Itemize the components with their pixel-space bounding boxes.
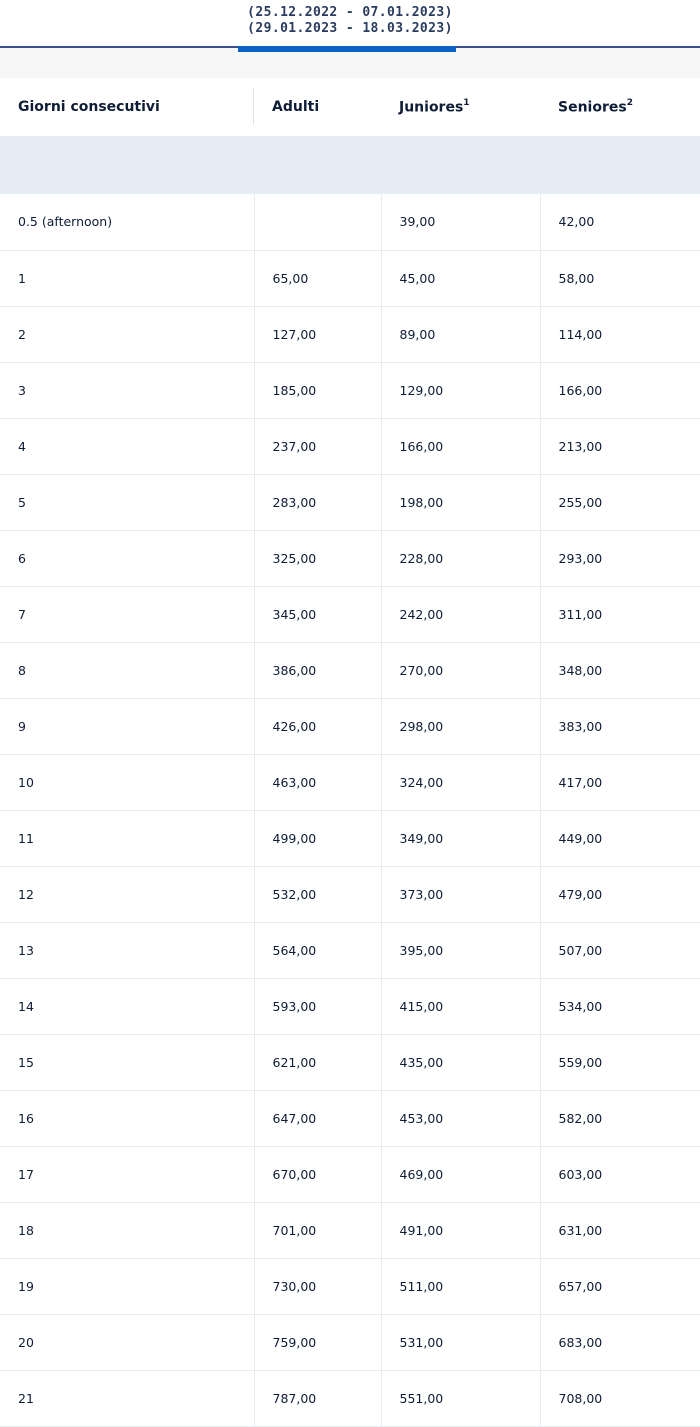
cell-juniores: 415,00 xyxy=(381,978,540,1034)
table-row xyxy=(0,1090,700,1146)
cell-juniores: 395,00 xyxy=(381,922,540,978)
cell-seniores: 657,00 xyxy=(540,1258,700,1314)
cell-adulti: 283,00 xyxy=(254,474,381,530)
table-row xyxy=(0,530,700,586)
cell-juniores: 435,00 xyxy=(381,1034,540,1090)
cell-seniores: 42,00 xyxy=(540,194,700,250)
cell-giorni: 1 xyxy=(0,250,254,306)
cell-adulti: 463,00 xyxy=(254,754,381,810)
cell-giorni: 11 xyxy=(0,810,254,866)
header-label: Giorni consecutivi xyxy=(18,99,160,115)
cell-giorni: 0.5 (afternoon) xyxy=(0,194,254,250)
header-label: Seniores xyxy=(558,99,627,116)
season-tab-bar xyxy=(0,0,700,48)
footnote-marker: 1 xyxy=(463,97,470,108)
cell-juniores: 469,00 xyxy=(381,1146,540,1202)
table-row xyxy=(0,362,700,418)
cell-seniores: 58,00 xyxy=(540,250,700,306)
cell-adulti: 787,00 xyxy=(254,1370,381,1426)
cell-juniores: 242,00 xyxy=(381,586,540,642)
header-giorni xyxy=(0,78,254,136)
table-row xyxy=(0,194,700,250)
cell-seniores: 582,00 xyxy=(540,1090,700,1146)
cell-juniores: 551,00 xyxy=(381,1370,540,1426)
cell-giorni: 20 xyxy=(0,1314,254,1370)
season-date-ranges[interactable] xyxy=(0,0,700,37)
cell-adulti: 670,00 xyxy=(254,1146,381,1202)
cell-giorni: 6 xyxy=(0,530,254,586)
date-range-1: (25.12.2022 - 07.01.2023) xyxy=(247,5,453,20)
cell-seniores: 683,00 xyxy=(540,1314,700,1370)
table-row xyxy=(0,866,700,922)
table-row xyxy=(0,1034,700,1090)
cell-giorni: 21 xyxy=(0,1370,254,1426)
section-spacer xyxy=(0,48,700,78)
cell-giorni: 15 xyxy=(0,1034,254,1090)
cell-juniores: 453,00 xyxy=(381,1090,540,1146)
cell-juniores: 166,00 xyxy=(381,418,540,474)
cell-giorni: 5 xyxy=(0,474,254,530)
cell-juniores: 39,00 xyxy=(381,194,540,250)
cell-adulti: 345,00 xyxy=(254,586,381,642)
header-adulti xyxy=(254,78,381,136)
cell-seniores: 166,00 xyxy=(540,362,700,418)
cell-seniores: 348,00 xyxy=(540,642,700,698)
cell-adulti: 564,00 xyxy=(254,922,381,978)
active-tab-indicator xyxy=(238,46,456,52)
table-row xyxy=(0,754,700,810)
cell-adulti: 701,00 xyxy=(254,1202,381,1258)
cell-adulti: 127,00 xyxy=(254,306,381,362)
cell-juniores: 270,00 xyxy=(381,642,540,698)
table-row xyxy=(0,474,700,530)
price-table xyxy=(0,78,700,1427)
cell-giorni: 18 xyxy=(0,1202,254,1258)
header-seniores xyxy=(540,78,700,136)
table-row xyxy=(0,698,700,754)
cell-juniores: 531,00 xyxy=(381,1314,540,1370)
header-label: Adulti xyxy=(272,99,320,115)
cell-seniores: 293,00 xyxy=(540,530,700,586)
table-row xyxy=(0,642,700,698)
cell-seniores: 631,00 xyxy=(540,1202,700,1258)
cell-adulti: 730,00 xyxy=(254,1258,381,1314)
cell-giorni: 3 xyxy=(0,362,254,418)
price-table-body xyxy=(0,194,700,1426)
header-juniores xyxy=(381,78,540,136)
cell-adulti: 65,00 xyxy=(254,250,381,306)
cell-giorni: 12 xyxy=(0,866,254,922)
cell-seniores: 534,00 xyxy=(540,978,700,1034)
cell-adulti: 532,00 xyxy=(254,866,381,922)
cell-juniores: 511,00 xyxy=(381,1258,540,1314)
footnote-marker: 2 xyxy=(626,97,633,108)
cell-seniores: 417,00 xyxy=(540,754,700,810)
cell-adulti: 185,00 xyxy=(254,362,381,418)
cell-seniores: 479,00 xyxy=(540,866,700,922)
cell-seniores: 213,00 xyxy=(540,418,700,474)
cell-giorni: 14 xyxy=(0,978,254,1034)
cell-giorni: 13 xyxy=(0,922,254,978)
cell-giorni: 9 xyxy=(0,698,254,754)
cell-seniores: 311,00 xyxy=(540,586,700,642)
table-row xyxy=(0,1202,700,1258)
table-row xyxy=(0,306,700,362)
cell-juniores: 349,00 xyxy=(381,810,540,866)
table-row xyxy=(0,418,700,474)
cell-giorni: 10 xyxy=(0,754,254,810)
cell-juniores: 298,00 xyxy=(381,698,540,754)
cell-juniores: 45,00 xyxy=(381,250,540,306)
cell-juniores: 491,00 xyxy=(381,1202,540,1258)
cell-seniores: 507,00 xyxy=(540,922,700,978)
cell-adulti: 759,00 xyxy=(254,1314,381,1370)
cell-adulti: 647,00 xyxy=(254,1090,381,1146)
table-row xyxy=(0,1258,700,1314)
cell-juniores: 89,00 xyxy=(381,306,540,362)
cell-seniores: 449,00 xyxy=(540,810,700,866)
cell-giorni: 17 xyxy=(0,1146,254,1202)
table-row xyxy=(0,250,700,306)
cell-adulti: 325,00 xyxy=(254,530,381,586)
cell-giorni: 8 xyxy=(0,642,254,698)
cell-giorni: 19 xyxy=(0,1258,254,1314)
cell-giorni: 16 xyxy=(0,1090,254,1146)
cell-adulti: 621,00 xyxy=(254,1034,381,1090)
price-table-header xyxy=(0,78,700,194)
cell-juniores: 324,00 xyxy=(381,754,540,810)
table-row xyxy=(0,1146,700,1202)
table-row xyxy=(0,1370,700,1426)
cell-seniores: 708,00 xyxy=(540,1370,700,1426)
table-row xyxy=(0,810,700,866)
header-label: Juniores xyxy=(399,99,464,116)
date-range-2: (29.01.2023 - 18.03.2023) xyxy=(247,21,453,36)
cell-giorni: 4 xyxy=(0,418,254,474)
cell-juniores: 228,00 xyxy=(381,530,540,586)
table-row xyxy=(0,586,700,642)
cell-giorni: 7 xyxy=(0,586,254,642)
cell-adulti xyxy=(254,194,381,250)
cell-seniores: 255,00 xyxy=(540,474,700,530)
cell-juniores: 373,00 xyxy=(381,866,540,922)
cell-adulti: 386,00 xyxy=(254,642,381,698)
cell-adulti: 593,00 xyxy=(254,978,381,1034)
cell-giorni: 2 xyxy=(0,306,254,362)
cell-adulti: 426,00 xyxy=(254,698,381,754)
table-row xyxy=(0,978,700,1034)
cell-seniores: 114,00 xyxy=(540,306,700,362)
cell-seniores: 603,00 xyxy=(540,1146,700,1202)
cell-juniores: 129,00 xyxy=(381,362,540,418)
table-row xyxy=(0,1314,700,1370)
cell-seniores: 383,00 xyxy=(540,698,700,754)
cell-adulti: 237,00 xyxy=(254,418,381,474)
cell-adulti: 499,00 xyxy=(254,810,381,866)
cell-seniores: 559,00 xyxy=(540,1034,700,1090)
header-divider xyxy=(0,136,700,194)
cell-juniores: 198,00 xyxy=(381,474,540,530)
table-row xyxy=(0,922,700,978)
